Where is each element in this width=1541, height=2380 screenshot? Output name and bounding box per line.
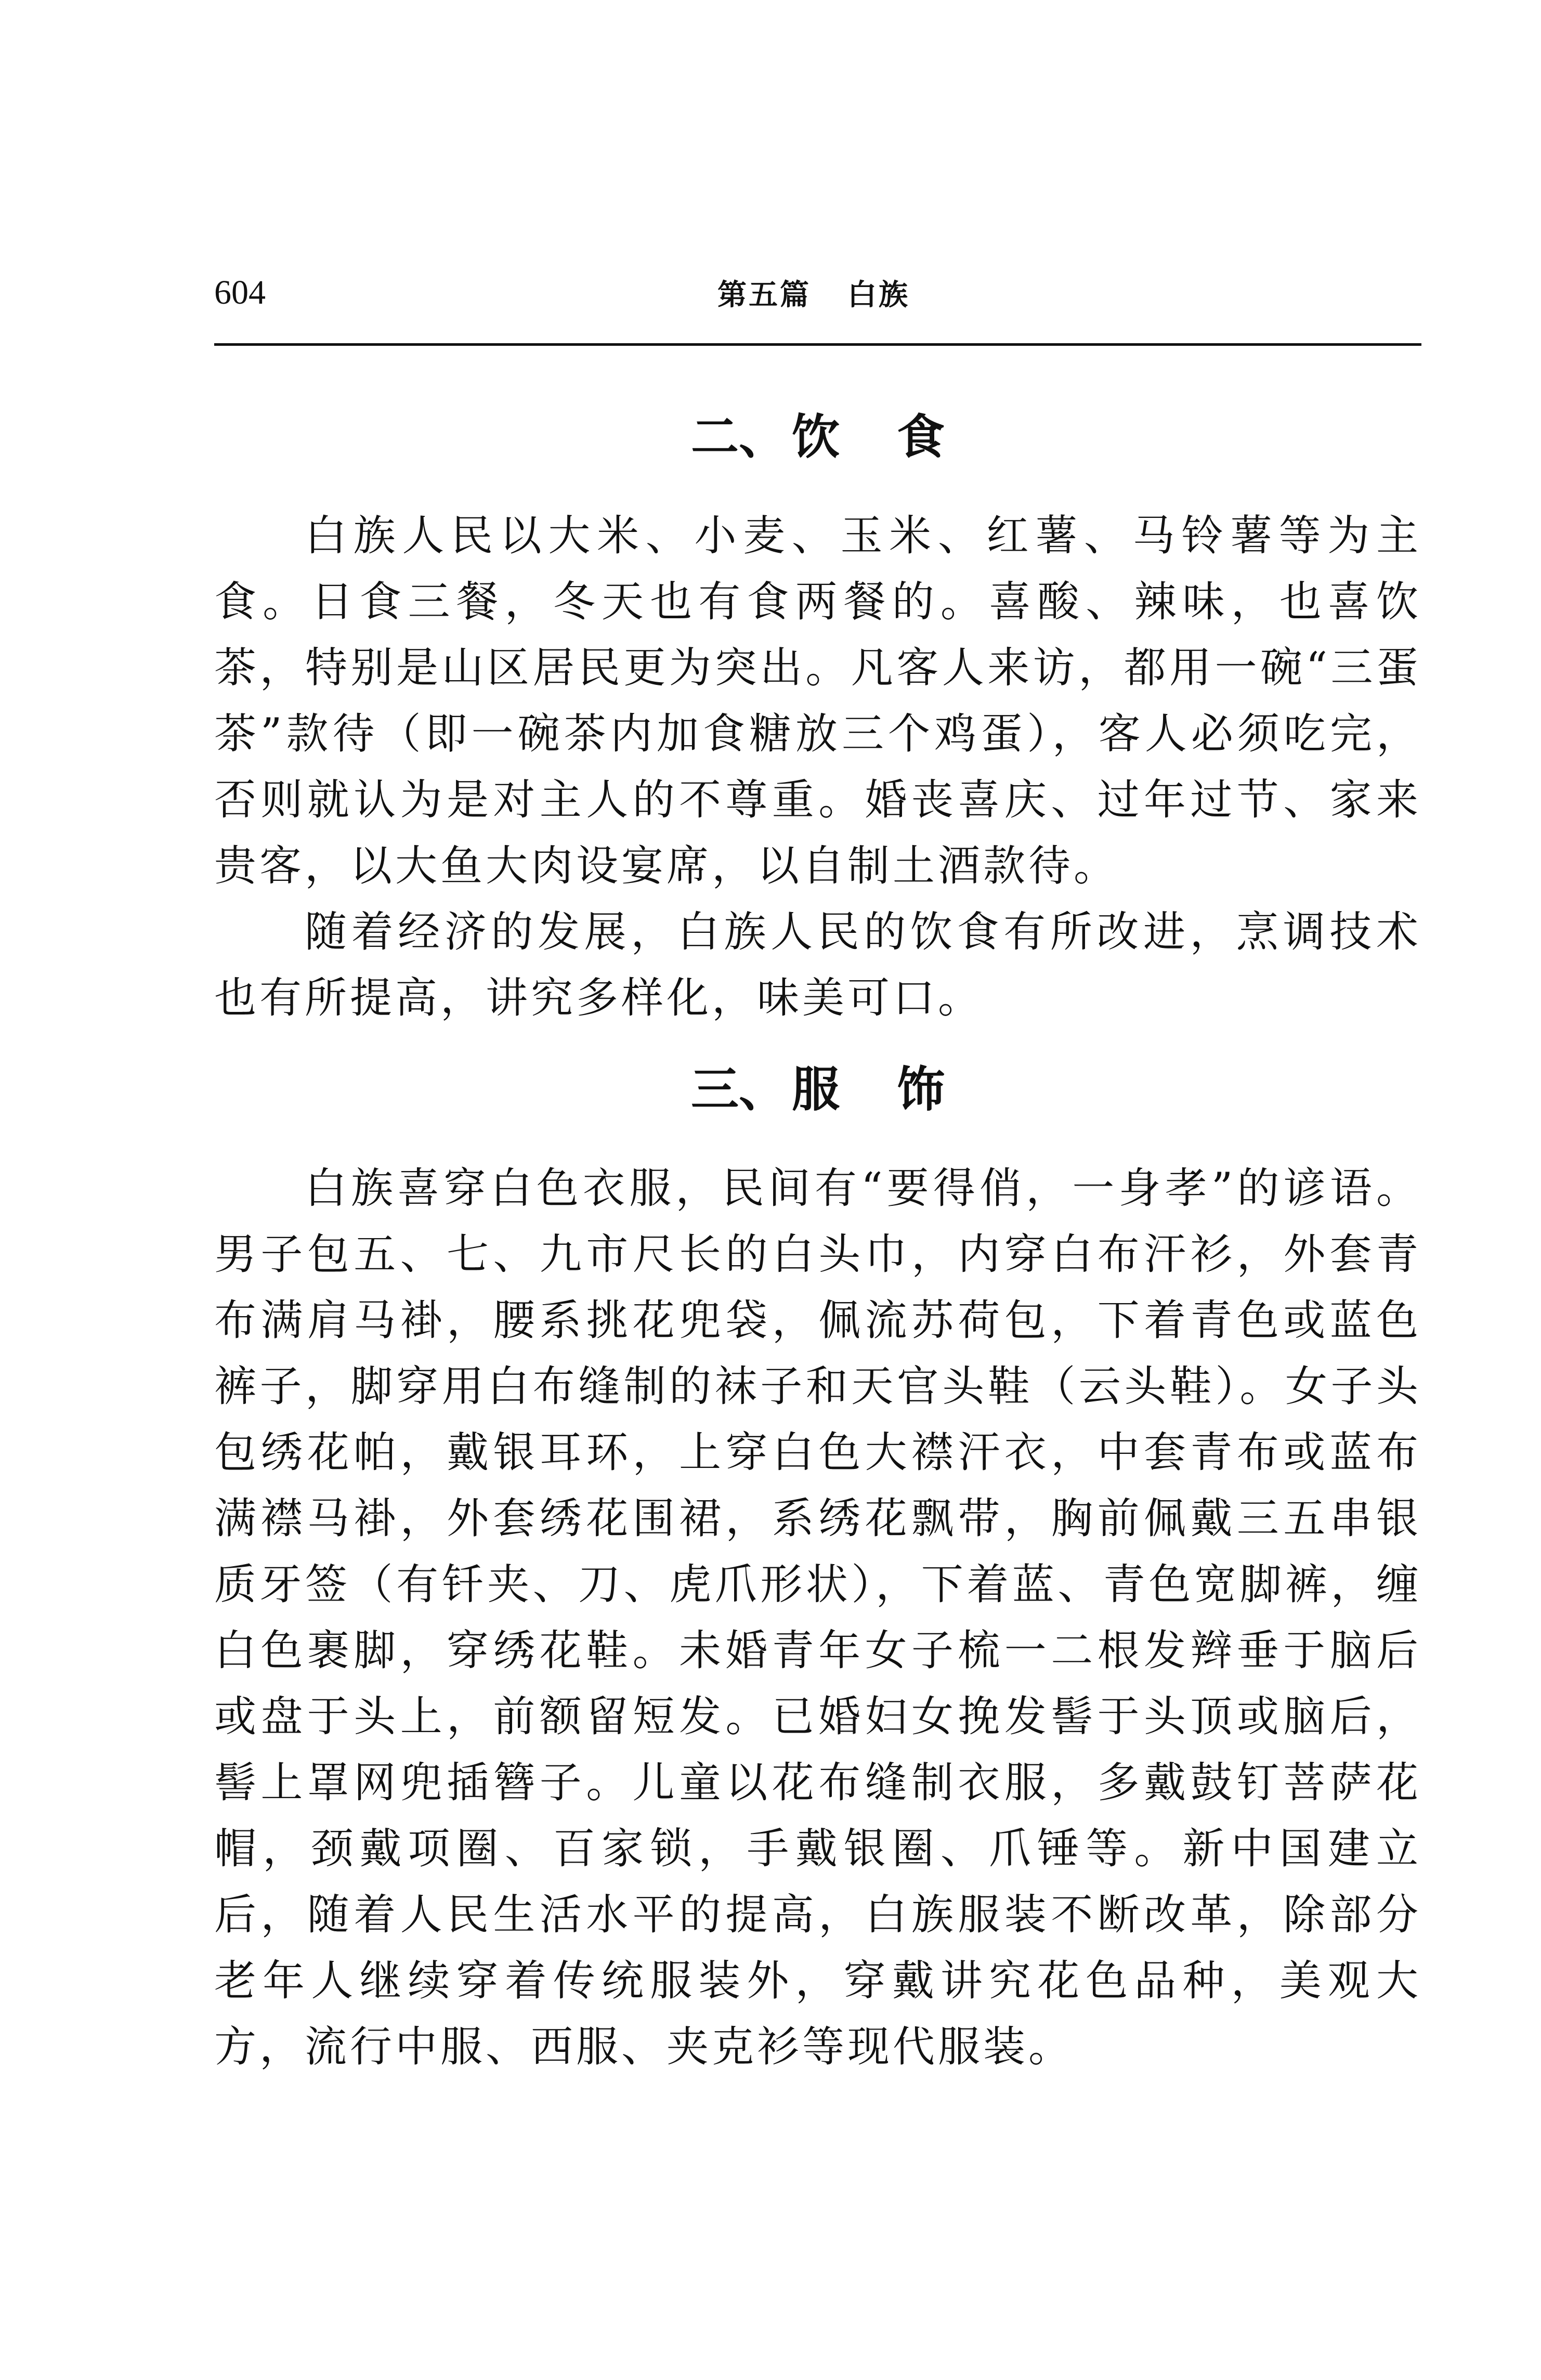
section-title-char: 食 [897,409,945,465]
running-header-chapter: 白族 [847,278,910,312]
section-heading-diet [214,409,1421,465]
section-number: 二、 [690,409,787,465]
section-body-clothing [214,1156,1421,2080]
section-title-char: 饮 [791,409,840,465]
running-header-part: 第五篇 [717,278,811,312]
section-title-char: 饰 [897,1062,945,1117]
page-number: 604 [214,274,266,311]
paragraph: 白族喜穿白色衣服，民间有“要得俏，一身孝”的谚语。男子包五、七、九市尺长的白头巾，内穿白布汗衫，外套青布满肩马褂，腰系挑花兜袋，佩流苏荷包，下着青色或蓝色裤子，脚穿用白布缝制的袜子和天官头鞋（云头鞋）。女子头包绣花帕，戴银耳环，上穿白色大襟汗衣，中套青布或蓝布满襟马褂，外套绣花围裙，系绣花飘带，胸前佩戴三五串银质牙签（有钎夹、刀、虎爪形状），下着蓝、青色宽脚裤，缠白色裹脚，穿绣花鞋。未婚青年女子梳一二根发辫垂于脑后或盘于头上，前额留短发。已婚妇女挽发髻于头顶或脑后，髻上罩网兜插簪子。儿童以花布缝制衣服，多戴鼓钉菩萨花帽，颈戴项圈、百家锁，手戴银圈、爪锤等。新中国建立后，随着人民生活水平的提高，白族服装不断改革，除部分老年人继续穿着传统服装外，穿戴讲究花色品种，美观大方，流行中服、西服、夹克衫等现代服装。 [214,1164,1421,2072]
section-body-diet [214,503,1421,1032]
section-title-char: 服 [791,1062,840,1117]
header-rule [214,343,1421,346]
section-number: 三、 [690,1062,787,1117]
running-header [717,278,910,312]
paragraph: 白族人民以大米、小麦、玉米、红薯、马铃薯等为主食。日食三餐，冬天也有食两餐的。喜酸、辣味，也喜饮茶，特别是山区居民更为突出。凡客人来访，都用一碗“三蛋茶”款待（即一碗茶内加食糖放三个鸡蛋），客人必须吃完，否则就认为是对主人的不尊重。婚丧喜庆、过年过节、家来贵客，以大鱼大肉设宴席，以自制土酒款待。 [214,512,1421,891]
paragraph: 随着经济的发展，白族人民的饮食有所改进，烹调技术也有所提高，讲究多样化，味美可口。 [214,908,1421,1023]
section-heading-clothing [214,1062,1421,1117]
